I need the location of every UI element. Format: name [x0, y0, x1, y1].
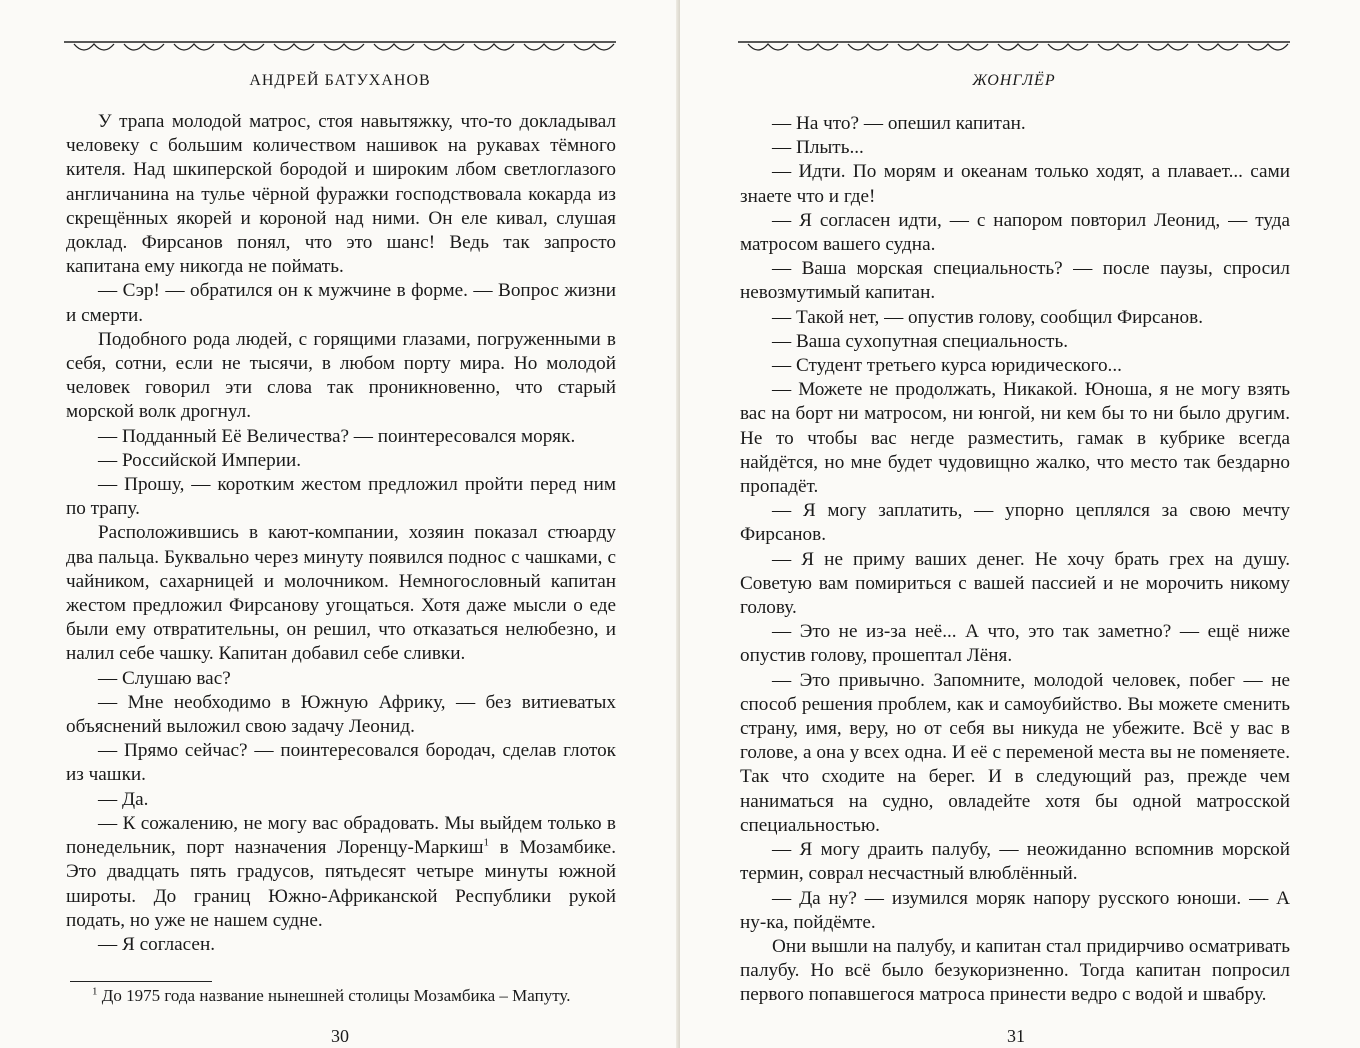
left-body-text	[66, 110, 616, 957]
footnote-divider	[70, 981, 212, 982]
paragraph: — Подданный Её Величества? — поинтересовался моряк.	[98, 425, 576, 447]
paragraph: — Я могу драить палубу, — неожиданно вспомнив морской термин, соврал несчастный влюблённый.	[740, 839, 1290, 885]
page-number-right: 31	[1007, 1026, 1025, 1046]
paragraph-text: — К сожалению, не могу вас обрадовать. Мы выйдем только в понедельник, порт назначения Лоренцу-Маркиш	[66, 812, 616, 859]
running-head-title: ЖОНГЛЁР	[972, 72, 1056, 89]
paragraph: — На что? — опешил капитан.	[772, 113, 1026, 134]
paragraph: — Прямо сейчас? — поинтересовался бородач, сделав глоток из чашки.	[66, 740, 616, 786]
footnote-text: До 1975 года название нынешней столицы Мозамбика – Мапуту.	[97, 986, 571, 1005]
paragraph: — Слушаю вас?	[98, 667, 231, 689]
paragraph: — Ваша сухопутная специальность.	[772, 330, 1068, 352]
scroll-border-icon	[64, 40, 616, 58]
paragraph: — Да.	[98, 788, 149, 810]
page-number-left: 30	[331, 1026, 349, 1046]
paragraph: — Это не из-за неё... А что, это так заметно? — ещё ниже опустив голову, прошептал Лёня.	[740, 621, 1290, 667]
paragraph: — Я не приму ваших денег. Не хочу брать грех на душу. Советую вам помириться с вашей пассией и не морочить никому голову.	[740, 548, 1290, 619]
right-body-text	[740, 112, 1290, 1008]
paragraph: — Да ну? — изумился моряк напору русского юноши. — А ну-ка, пойдёмте.	[740, 887, 1290, 933]
footnote	[70, 985, 618, 1007]
paragraph: — Ваша морская специальность? — после паузы, спросил невозмутимый капитан.	[740, 258, 1290, 304]
paragraph: — Российской Империи.	[98, 449, 302, 471]
paragraph-text: в Мозамбике. Это двадцать пять градусов, пятьдесят четыре минуты южной широты. До границ Южно-Африканской Республики рукой подать, но уже не нашем судне.	[66, 837, 616, 931]
paragraph: — Я могу заплатить, — упорно цеплялся за свою мечту Фирсанов.	[740, 500, 1290, 546]
running-head-author: АНДРЕЙ БАТУХАНОВ	[249, 72, 431, 89]
footnote-reference: 1	[483, 836, 489, 849]
paragraph: — Идти. По морям и океанам только ходят, а плавает... сами знаете что и где!	[740, 161, 1290, 207]
paragraph: — Это привычно. Запомните, молодой человек, побег — не способ решения проблем, как и самоубийство. Вы можете сменить страну, имя, веру, но от себя вы никуда не убежите. Всё у вас в голове, а она у всех одна. И её с переменой места вы не поменяете. Так что сходите на берег. И в следующий раз, прежде чем наниматься на судно, овладейте хотя бы одной матросской специальностью.	[740, 669, 1290, 836]
paragraph: — Сэр! — обратился он к мужчине в форме. — Вопрос жизни и смерти.	[66, 280, 616, 326]
scroll-border-icon	[738, 40, 1290, 58]
paragraph: — Я согласен идти, — с напором повторил Леонид, — туда матросом вашего судна.	[740, 209, 1290, 256]
paragraph: — Плыть...	[772, 137, 864, 159]
footnote-mark: 1	[92, 985, 98, 998]
paragraph: Подобного рода людей, с горящими глазами, погруженными в себя, сотни, если не тысячи, в любом порту мира. Но молодой человек говорил эти слова так проникновенно, что старый морской волк дрогнул.	[66, 328, 616, 423]
paragraph: — Я согласен.	[98, 933, 216, 955]
paragraph: — Прошу, — коротким жестом предложил пройти перед ним по трапу.	[66, 474, 616, 520]
paragraph: У трапа молодой матрос, стоя навытяжку, что-то докладывал человеку с большим количеством нашивок на рукавах тёмного кителя. Над шкиперской бородой и широким лбом светлоглазого англичанина на тулье чёрной фуражки господствовала кокарда из скрещённых якорей и короной над ними. Он еле кивал, слушая доклад. Фирсанов понял, что это шанс! Ведь так запросто капитана ему никогда не поймать.	[66, 111, 616, 278]
header-ornament	[64, 40, 616, 58]
paragraph-with-footnote	[66, 812, 616, 933]
paragraph: Расположившись в кают-компании, хозяин показал стюарду два пальца. Буквально через минуту появился поднос с чашками, с чайником, сахарницей и молочником. Немногословный капитан жестом предложил Фирсанову угощаться. Хотя даже мысли о еде были ему отвратительны, он решил, что отказаться нелюбезно, и налил себе чашку. Капитан добавил себе сливки.	[66, 522, 616, 665]
paragraph: — Такой нет, — опустив голову, сообщил Фирсанов.	[772, 306, 1203, 328]
paragraph: — Студент третьего курса юридического...	[772, 355, 1122, 377]
paragraph: — Мне необходимо в Южную Африку, — без витиеватых объяснений выложил свою задачу Леонид.	[66, 691, 616, 738]
paragraph: Они вышли на палубу, и капитан стал придирчиво осматривать палубу. Но всё было безукоризненно. Тогда капитан попросил первого попавшегося матроса принести ведро с водой и швабру.	[740, 935, 1290, 1006]
paragraph: — Можете не продолжать, Никакой. Юноша, я не могу взять вас на борт ни матросом, ни юнгой, ни кем бы то ни было другим. Не то чтобы вас негде разместить, гамак в кубрике всегда найдётся, но мне будет чудовищно жалко, что место так бездарно пропадёт.	[740, 379, 1290, 498]
header-ornament	[738, 40, 1290, 58]
